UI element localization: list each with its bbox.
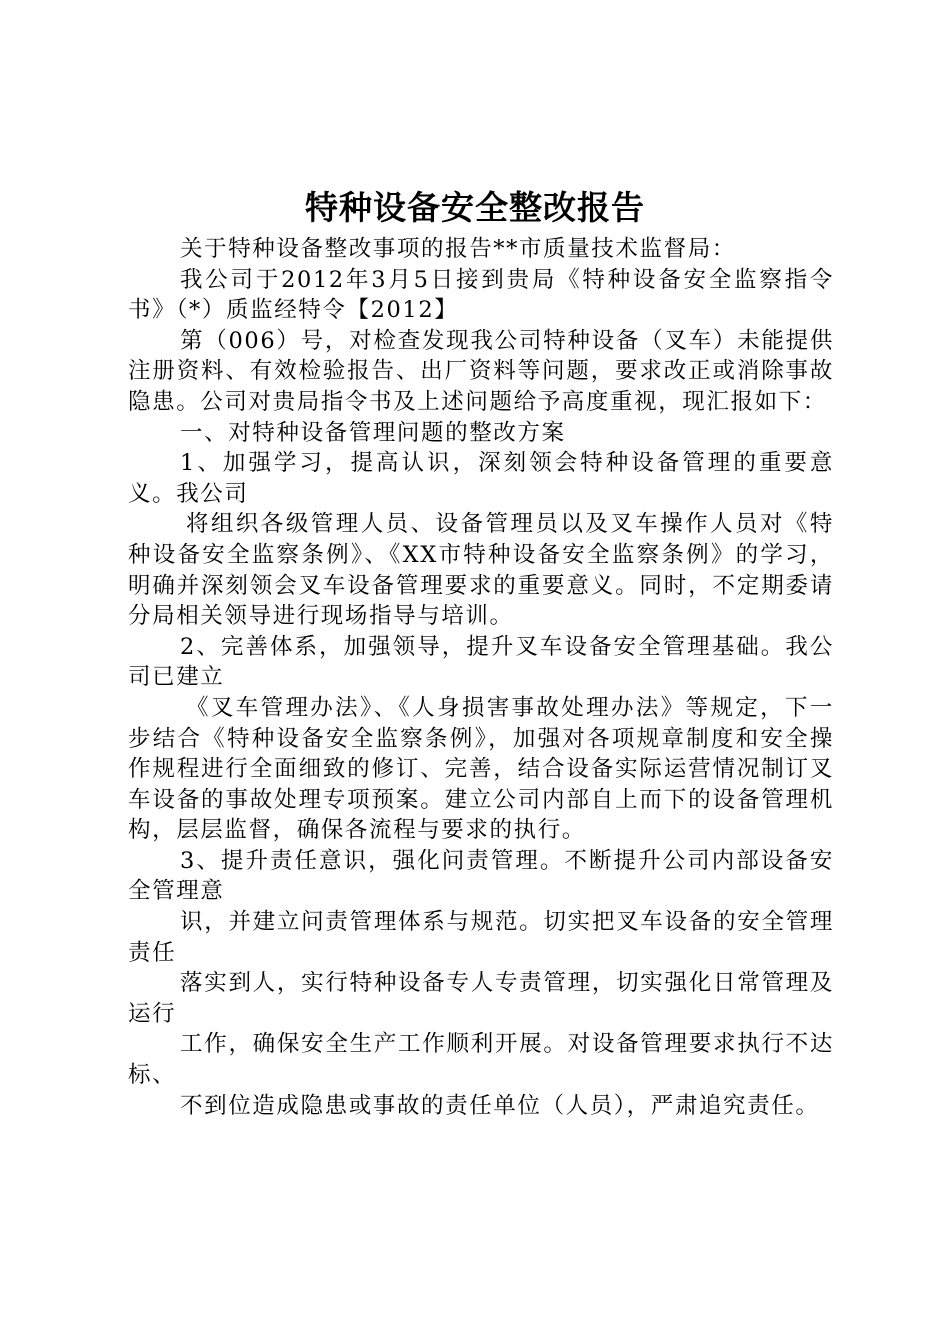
paragraph-item-3-body-2: 落实到人，实行特种设备专人专责管理，切实强化日常管理及运行 xyxy=(128,970,834,1027)
paragraph-notice-received: 我公司于2012年3月5日接到贵局《特种设备安全监察指令书》（*）质监经特令【2012】 xyxy=(128,266,834,324)
paragraph-item-1-body: 将组织各级管理人员、设备管理员以及叉车操作人员对《特种设备安全监察条例》、《XX市特种设备安全监察条例》的学习，明确并深刻领会叉车设备管理要求的重要意义。同时，不定期委请分局相关领导进行现场指导与培训。 xyxy=(128,511,834,630)
paragraph-item-3-body-4: 不到位造成隐患或事故的责任单位（人员），严肃追究责任。 xyxy=(180,1092,820,1119)
paragraph-item-3-heading: 3、提升责任意识，强化问责管理。不断提升公司内部设备安全管理意 xyxy=(128,847,834,905)
paragraph-item-2-body: 《叉车管理办法》、《人身损害事故处理办法》等规定，下一步结合《特种设备安全监察条例》，加强对各项规章制度和安全操作规程进行全面细致的修订、完善，结合设备实际运营情况制订叉车设备的事故处理专项预案。建立公司内部自上而下的设备管理机构，层层监督，确保各流程与要求的执行。 xyxy=(128,694,834,844)
section-heading-rectification-plan: 一、对特种设备管理问题的整改方案 xyxy=(180,419,566,446)
paragraph-inspection-findings: 第（006）号，对检查发现我公司特种设备（叉车）未能提供注册资料、有效检验报告、出厂资料等问题，要求改正或消除事故隐患。公司对贵局指令书及上述问题给予高度重视，现汇报如下： xyxy=(128,327,834,415)
paragraph-item-1-heading: 1、加强学习，提高认识，深刻领会特种设备管理的重要意义。我公司 xyxy=(128,450,834,507)
paragraph-item-3-body-3: 工作，确保安全生产工作顺利开展。对设备管理要求执行不达标、 xyxy=(128,1031,834,1089)
document-title: 特种设备安全整改报告 xyxy=(305,188,645,227)
paragraph-item-3-body-1: 识，并建立问责管理体系与规范。切实把叉车设备的安全管理责任 xyxy=(128,909,834,966)
paragraph-item-2-heading: 2、完善体系，加强领导，提升叉车设备安全管理基础。我公司已建立 xyxy=(128,633,834,691)
document-body xyxy=(128,234,834,1121)
paragraph-recipient: 关于特种设备整改事项的报告**市质量技术监督局： xyxy=(180,236,736,262)
